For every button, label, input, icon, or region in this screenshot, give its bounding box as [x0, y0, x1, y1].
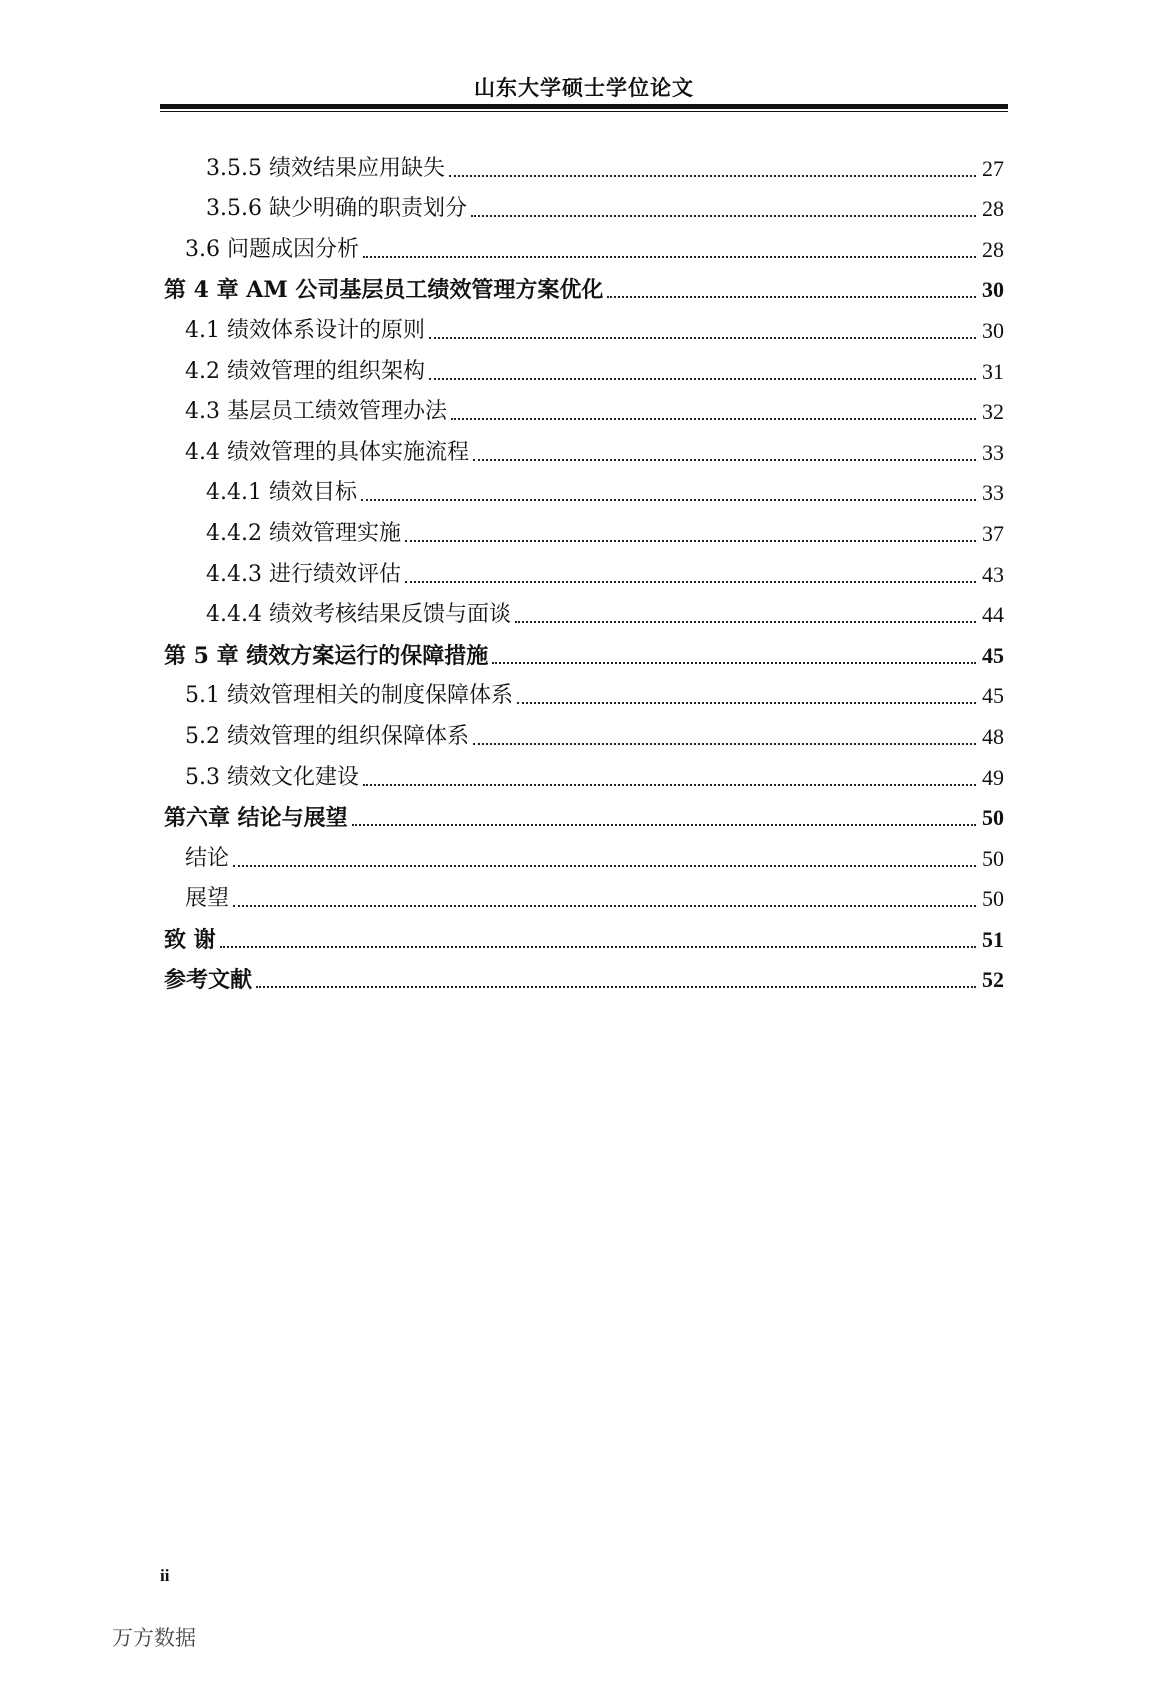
- toc-entry-title: 4.2 绩效管理的组织架构: [185, 358, 425, 384]
- toc-entry[interactable]: [164, 426, 1004, 467]
- toc-entry-page: 31: [982, 358, 1004, 384]
- toc-entry-page: 30: [982, 317, 1004, 343]
- toc-entry-title: 4.3 基层员工绩效管理办法: [185, 399, 447, 425]
- toc-entry-page: 30: [982, 277, 1004, 303]
- toc-entry-page: 43: [982, 561, 1004, 587]
- toc-entry-page: 32: [982, 399, 1004, 425]
- toc-entry-title: 5.2 绩效管理的组织保障体系: [185, 723, 469, 749]
- toc-entry-page: 50: [982, 845, 1004, 871]
- toc-dot-leader: [473, 743, 976, 745]
- toc-dot-leader: [363, 784, 976, 786]
- toc-entry-title: 4.1 绩效体系设计的原则: [185, 317, 425, 343]
- page-number: ii: [160, 1566, 170, 1585]
- toc-entry[interactable]: [164, 264, 1004, 305]
- toc-entry-title: 3.5.6 缺少明确的职责划分: [206, 196, 467, 222]
- toc-entry-title: 5.1 绩效管理相关的制度保障体系: [185, 683, 513, 709]
- toc-entry[interactable]: [164, 507, 1004, 548]
- toc-entry[interactable]: [164, 751, 1004, 792]
- watermark-text: 万方数据: [112, 1626, 196, 1650]
- toc-dot-leader: [233, 905, 976, 907]
- toc-dot-leader: [515, 621, 976, 623]
- toc-entry-title: 第 5 章 绩效方案运行的保障措施: [164, 642, 489, 669]
- toc-entry-page: 27: [982, 155, 1004, 181]
- toc-entry[interactable]: [164, 832, 1004, 873]
- toc-dot-leader: [517, 702, 976, 704]
- toc-entry[interactable]: [164, 629, 1004, 670]
- toc-dot-leader: [352, 824, 976, 826]
- toc-dot-leader: [429, 378, 976, 380]
- toc-entry[interactable]: [164, 589, 1004, 630]
- toc-entry-page: 28: [982, 236, 1004, 262]
- toc-dot-leader: [220, 946, 976, 948]
- toc-entry-title: 4.4.2 绩效管理实施: [206, 520, 401, 546]
- toc-dot-leader: [492, 662, 976, 664]
- toc-entry-page: 51: [982, 926, 1004, 952]
- toc-entry[interactable]: [164, 792, 1004, 833]
- toc-entry[interactable]: [164, 467, 1004, 508]
- toc-entry-title: 3.6 问题成因分析: [185, 236, 359, 262]
- header-rule-thick: [160, 104, 1008, 109]
- toc-entry[interactable]: [164, 710, 1004, 751]
- toc-entry-page: 49: [982, 764, 1004, 790]
- toc-entry[interactable]: [164, 873, 1004, 914]
- table-of-contents: [164, 142, 1004, 994]
- toc-dot-leader: [405, 540, 976, 542]
- toc-entry[interactable]: [164, 345, 1004, 386]
- toc-dot-leader: [429, 337, 976, 339]
- toc-dot-leader: [361, 499, 976, 501]
- toc-entry-page: 28: [982, 196, 1004, 222]
- toc-entry-page: 50: [982, 886, 1004, 912]
- toc-dot-leader: [405, 581, 976, 583]
- toc-entry-title: 参考文献: [164, 967, 253, 994]
- toc-entry-title: 展望: [185, 886, 230, 912]
- toc-dot-leader: [233, 865, 976, 867]
- toc-entry-page: 50: [982, 805, 1004, 831]
- toc-dot-leader: [471, 215, 976, 217]
- toc-entry[interactable]: [164, 142, 1004, 183]
- toc-entry[interactable]: [164, 304, 1004, 345]
- toc-entry-title: 4.4.1 绩效目标: [206, 480, 357, 506]
- toc-dot-leader: [256, 986, 976, 988]
- toc-entry-title: 4.4.3 进行绩效评估: [206, 561, 401, 587]
- toc-entry-page: 45: [982, 642, 1004, 668]
- toc-dot-leader: [473, 459, 976, 461]
- toc-entry-title: 第 4 章 AM 公司基层员工绩效管理方案优化: [164, 277, 604, 304]
- page-header-title: 山东大学硕士学位论文: [474, 76, 694, 100]
- toc-entry[interactable]: [164, 548, 1004, 589]
- toc-entry-title: 结论: [185, 845, 230, 871]
- toc-entry-page: 45: [982, 683, 1004, 709]
- toc-entry-page: 33: [982, 439, 1004, 465]
- toc-entry[interactable]: [164, 670, 1004, 711]
- toc-entry-title: 第六章 结论与展望: [164, 805, 348, 832]
- toc-entry-title: 5.3 绩效文化建设: [185, 764, 359, 790]
- toc-entry[interactable]: [164, 954, 1004, 995]
- toc-dot-leader: [451, 418, 976, 420]
- toc-entry-page: 44: [982, 602, 1004, 628]
- toc-entry[interactable]: [164, 183, 1004, 224]
- toc-dot-leader: [363, 256, 976, 258]
- toc-dot-leader: [607, 296, 976, 298]
- toc-entry-title: 4.4.4 绩效考核结果反馈与面谈: [206, 602, 511, 628]
- toc-entry[interactable]: [164, 223, 1004, 264]
- header-rule-thin: [160, 111, 1008, 112]
- toc-entry-title: 4.4 绩效管理的具体实施流程: [185, 439, 469, 465]
- toc-entry-page: 48: [982, 723, 1004, 749]
- toc-entry-page: 33: [982, 480, 1004, 506]
- toc-dot-leader: [449, 175, 976, 177]
- toc-entry-title: 3.5.5 绩效结果应用缺失: [206, 155, 445, 181]
- toc-entry[interactable]: [164, 913, 1004, 954]
- toc-entry-page: 37: [982, 520, 1004, 546]
- toc-entry-page: 52: [982, 967, 1004, 993]
- toc-entry-title: 致 谢: [164, 926, 216, 953]
- toc-entry[interactable]: [164, 386, 1004, 427]
